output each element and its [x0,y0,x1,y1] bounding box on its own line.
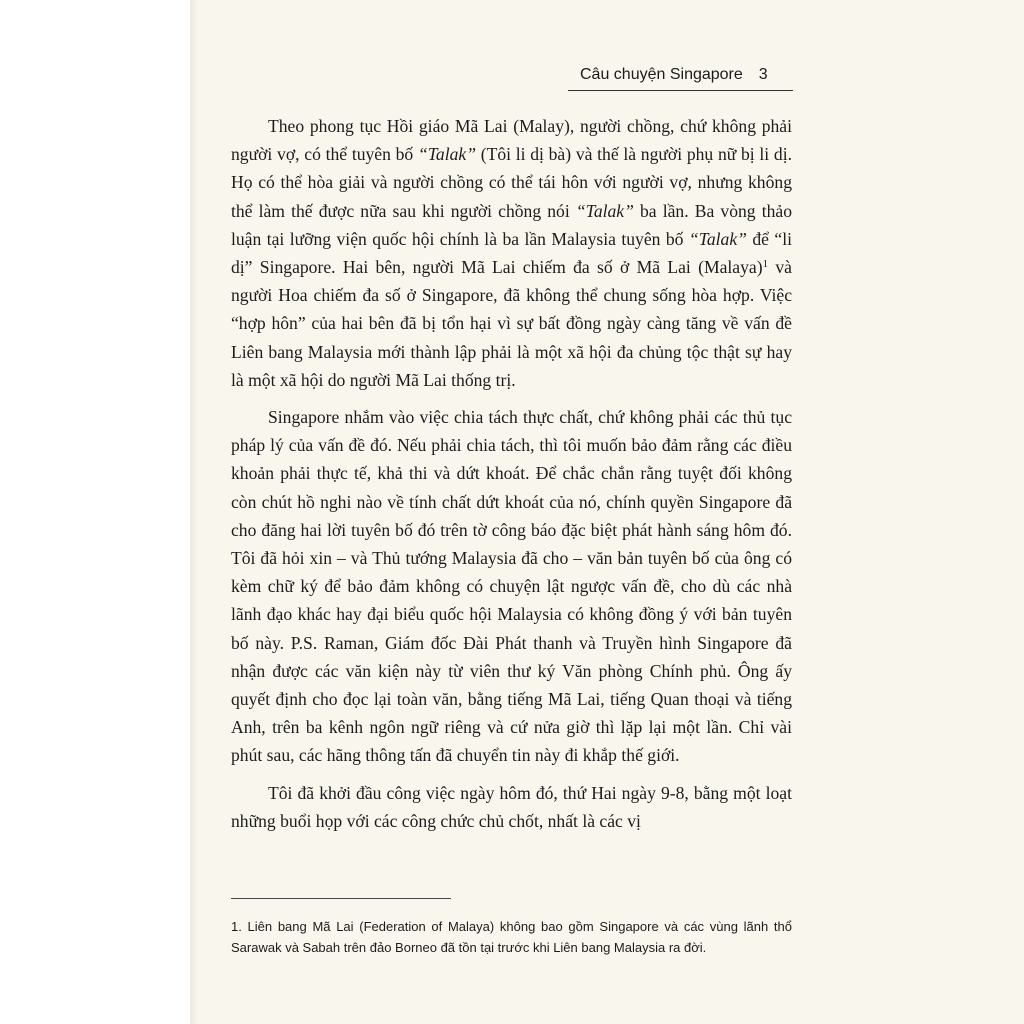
running-head-title: Câu chuyện Singapore [580,66,743,83]
paragraph-1 [231,112,792,394]
header-rule [568,90,793,91]
paragraph-1-text-g: để “li dị” Singapore. Hai bên, người Mã Lai chiếm đa số ở Mã Lai (Malaya) [231,228,793,278]
paragraph-2: Singapore nhắm vào việc chia tách thực chất, chứ không phải các thủ tục pháp lý của vấn đề đó. Nếu phải chia tách, thì tôi muốn bảo đảm rằng các điều khoản phải thực tế, khả thi và dứt khoát. Để chắc chắn rằng tuyệt đối không còn chút hồ nghi nào về tính chất dứt khoát của nó, chính quyền Singapore đã cho đăng hai lời tuyên bố đó trên tờ công báo đặc biệt phát hành sáng hôm đó. Tôi đã hỏi xin – và Thủ tướng Malaysia đã cho – văn bản tuyên bố của ông có kèm chữ ký để bảo đảm không có chuyện lật ngược vấn đề, cho dù các nhà lãnh đạo khác hay đại biểu quốc hội Malaysia có không đồng ý với bản tuyên bố này. P.S. Raman, Giám đốc Đài Phát thanh và Truyền hình Singapore đã nhận được các văn kiện này từ viên thư ký Văn phòng Chính phủ. Ông ấy quyết định cho đọc lại toàn văn, bằng tiếng Mã Lai, tiếng Quan thoại và tiếng Anh, trên ba kênh ngôn ngữ riêng và cứ nửa giờ thì lặp lại một lần. Chỉ vài phút sau, các hãng thông tấn đã chuyển tin này đi khắp thế giới. [231,407,792,766]
talak-term: “Talak” [417,144,476,165]
page-gutter-shadow [190,0,198,1024]
footnote-rule [231,898,451,899]
page-number: 3 [758,66,768,83]
footnote-marker: 1 [762,258,769,271]
talak-term: “Talak” [575,200,634,221]
talak-term: “Talak” [688,228,747,249]
footnote: 1. Liên bang Mã Lai (Federation of Malaya) không bao gồm Singapore và các vùng lãnh thổ Sarawak và Sabah trên đảo Borneo đã tồn tại trước khi Liên bang Malaysia ra đời. [231,919,792,955]
body-text [231,112,792,835]
paragraph-1-text-i: và người Hoa chiếm đa số ở Singapore, đã không thể chung sống hòa hợp. Việc “hợp hôn” của hai bên đã bị tổn hại vì sự bất đồng ngày càng tăng về vấn đề Liên bang Malaysia mới thành lập phải là một xã hội đa chủng tộc thật sự hay là một xã hội do người Mã Lai thống trị. [231,257,792,390]
paragraph-1-text-a: Theo phong tục Hồi giáo Mã Lai (Malay), người chồng, chứ không phải người vợ, có thể tuyên bố [231,116,792,165]
paragraph-1-text-c: (Tôi li dị bà) và thế là người phụ nữ bị li dị. Họ có thể hòa giải và người chồng có thể tái hôn với người vợ, nhưng không thể làm thế được nữa sau khi người chồng nói [231,144,792,221]
paragraph-3: Tôi đã khởi đầu công việc ngày hôm đó, thứ Hai ngày 9-8, bằng một loạt những buổi họp với các công chức chủ chốt, nhất là các vị [231,782,792,831]
paragraph-1-text-e: ba lần. Ba vòng thảo luận tại lưỡng viện quốc hội chính là ba lần Malaysia tuyên bố [231,200,792,249]
running-head [580,66,768,84]
